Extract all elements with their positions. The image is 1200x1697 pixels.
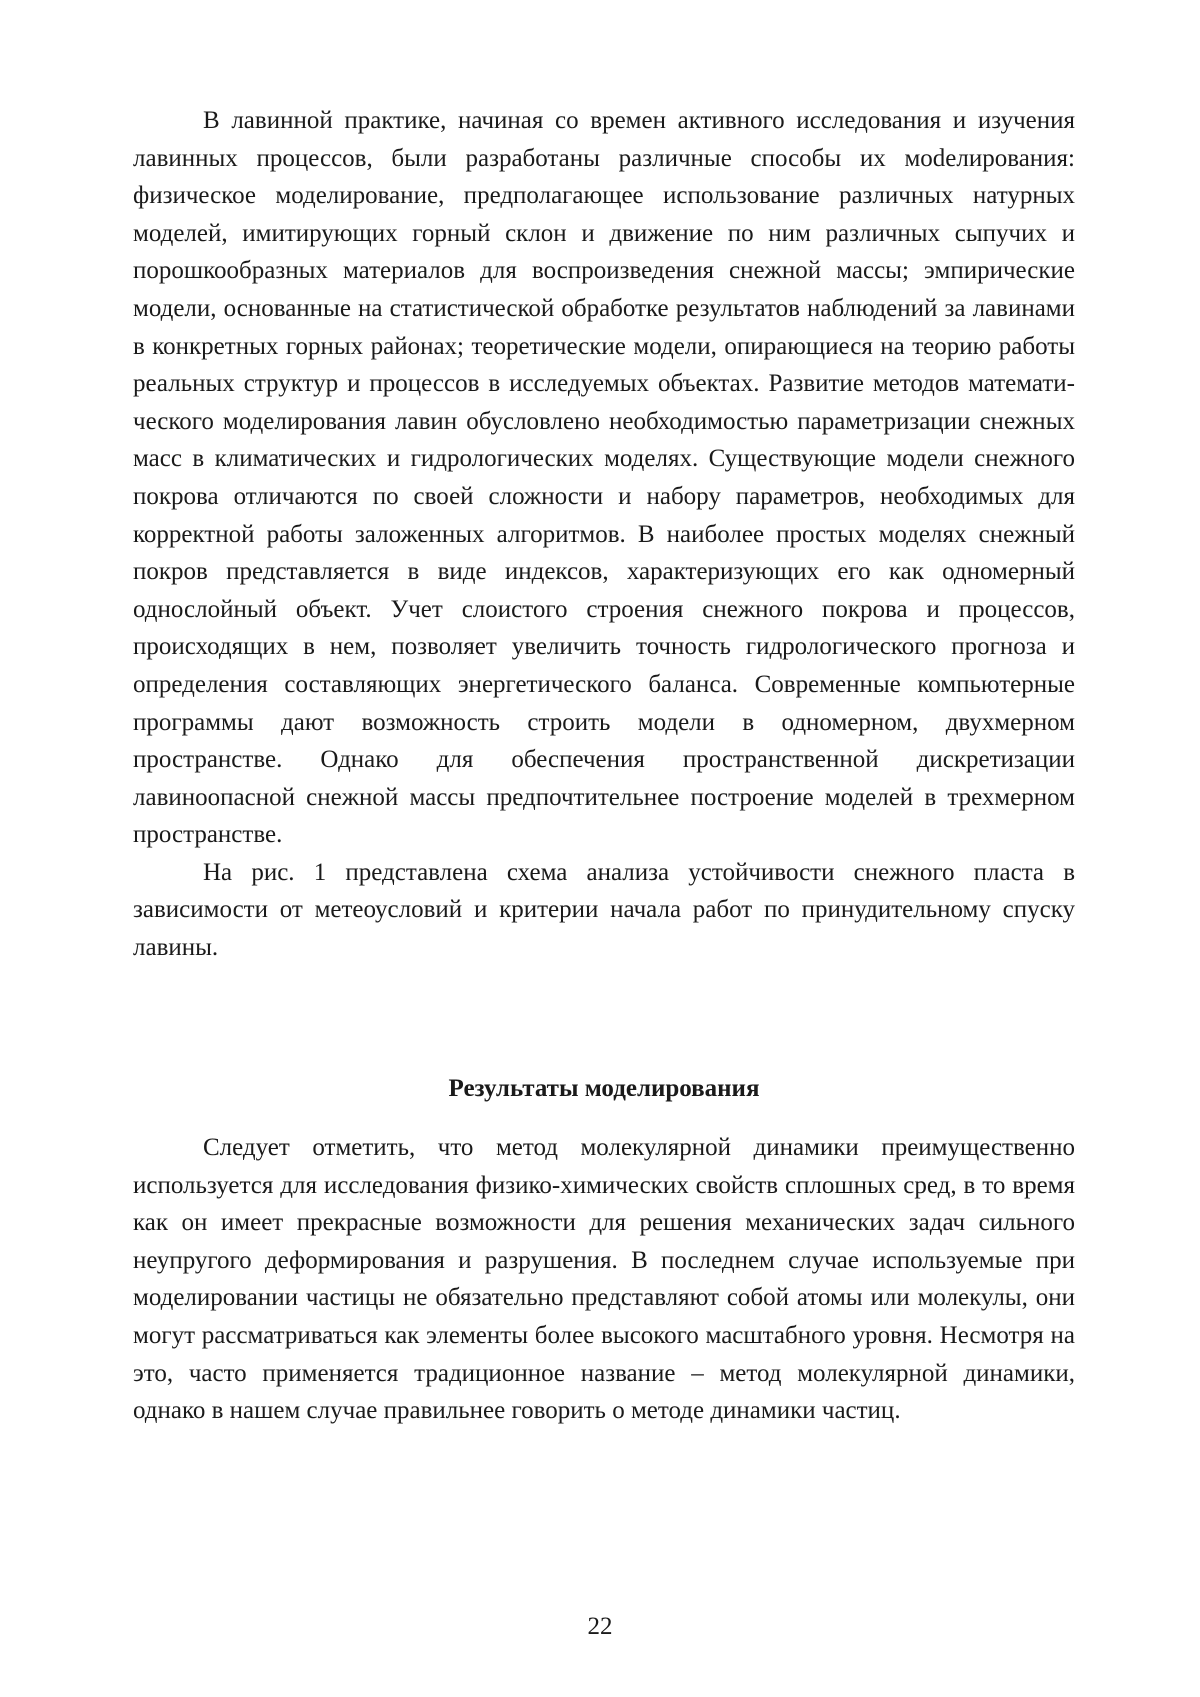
section-heading: Результаты моделирования xyxy=(133,1070,1075,1108)
body-text-bottom xyxy=(133,1129,1075,1430)
body-text-top xyxy=(133,102,1075,967)
page-number: 22 xyxy=(0,1608,1200,1646)
paragraph-figure-reference: На рис. 1 представлена схема анализа устойчивости снежного пласта в зависимости от метеоусловий и критерии начала работ по принудительному спуску лавины. xyxy=(133,854,1075,967)
document-page xyxy=(0,0,1200,1697)
paragraph-molecular-dynamics: Следует отметить, что метод молекулярной динамики преимуществен­но используется для исследования физико-химических свойств сплошных сред, в то время как он имеет прекрасные возможности для решения механи­ческих задач сильного неупругого деформирования и разрушения. В послед­нем случае используемые при моделировании частицы не обязательно пред­ставляют собой атомы или молекулы, они могут рассматриваться как эле­менты более высокого масштабного уровня. Несмотря на это, часто приме­няется традиционное название – метод молекулярной динамики, однако в нашем случае правильнее говорить о методе динамики частиц. xyxy=(133,1129,1075,1430)
paragraph-modeling-methods: В лавинной практике, начиная со времен активного исследования и изучения лавинных процессов, были разработаны различные способы их мо­dелирования: физическое моделирование, предполагающее использование различных натурных моделей, имитирующих горный склон и движение по ним различных сыпучих и порошкообразных материалов для воспроизведе­ния снежной массы; эмпирические модели, основанные на статистической обработке результатов наблюдений за лавинами в конкретных горных райо­нах; теоретические модели, опирающиеся на теорию работы реальных структур и процессов в исследуемых объектах. Развитие методов математи­ческого моделирования лавин обусловлено необходимостью параметризации снежных масс в климатических и гидрологических моделях. Существующие модели снежного покрова отличаются по своей сложности и набору пара­метров, необходимых для корректной работы заложенных алгоритмов. В наиболее простых моделях снежный покров представляется в виде индексов, характеризующих его как одномерный однослойный объект. Учет слоистого строения снежного покрова и процессов, происходящих в нем, позволяет увеличить точность гидрологического прогноза и определения составляю­щих энергетического баланса. Современные компьютерные программы дают возможность строить модели в одномерном, двухмерном пространстве. Од­нако для обеспечения пространственной дискретизации лавиноопасной снежной массы предпочтительнее построение моделей в трехмерном про­странстве. xyxy=(133,102,1075,854)
